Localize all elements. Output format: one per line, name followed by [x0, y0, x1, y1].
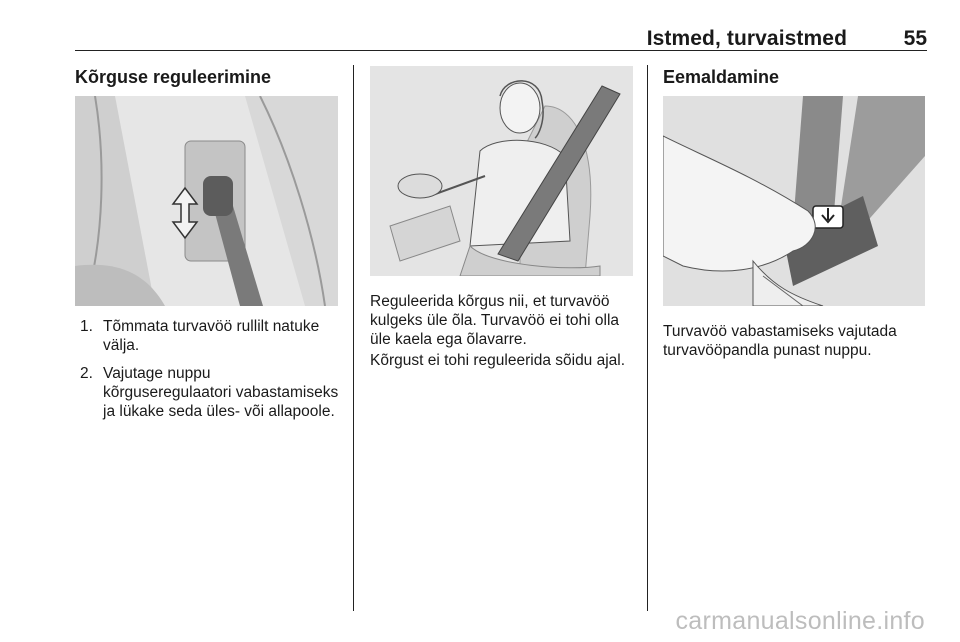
section-heading-height-adjust: Kõrguse reguleerimine — [75, 67, 272, 87]
buckle-release-drawing — [663, 96, 925, 306]
illustration-belt-over-shoulder — [370, 66, 633, 276]
belt-height-adjuster-drawing — [75, 96, 338, 306]
section-heading-removal: Eemaldamine — [663, 67, 780, 87]
illustration-buckle-release — [663, 96, 925, 306]
adjustment-steps-list — [78, 317, 340, 430]
page-number: 55 — [903, 27, 927, 50]
paragraph-buckle-release: Turvavöö vabastamiseks vajutada turvavööpandla punast nuppu. — [663, 323, 897, 359]
page-header-title: Istmed, turvaistmed — [646, 27, 847, 50]
driver-belt-drawing — [370, 66, 633, 276]
step-text: Tõmmata turvavöö rullilt natuke välja. — [103, 318, 320, 354]
illustration-belt-height-adjuster — [75, 96, 338, 306]
column-divider-1 — [353, 65, 354, 611]
step-number: 1. — [80, 318, 93, 335]
paragraph-adjust-over-shoulder: Reguleerida kõrgus nii, et turvavöö kulgeks üle õla. Turvavöö ei tohi olla üle kaela ega õlavarre. — [370, 293, 620, 348]
watermark-text: carmanualsonline.info — [675, 607, 925, 635]
paragraph-no-adjust-while-driving: Kõrgust ei tohi reguleerida sõidu ajal. — [370, 352, 626, 369]
step-number: 2. — [80, 365, 93, 382]
step-item — [78, 364, 340, 421]
step-item — [78, 317, 340, 355]
header-divider — [75, 50, 927, 51]
column-divider-2 — [647, 65, 648, 611]
step-text: Vajutage nuppu kõrguseregulaatori vabastamiseks ja lükake seda üles- või allapoole. — [103, 365, 339, 420]
